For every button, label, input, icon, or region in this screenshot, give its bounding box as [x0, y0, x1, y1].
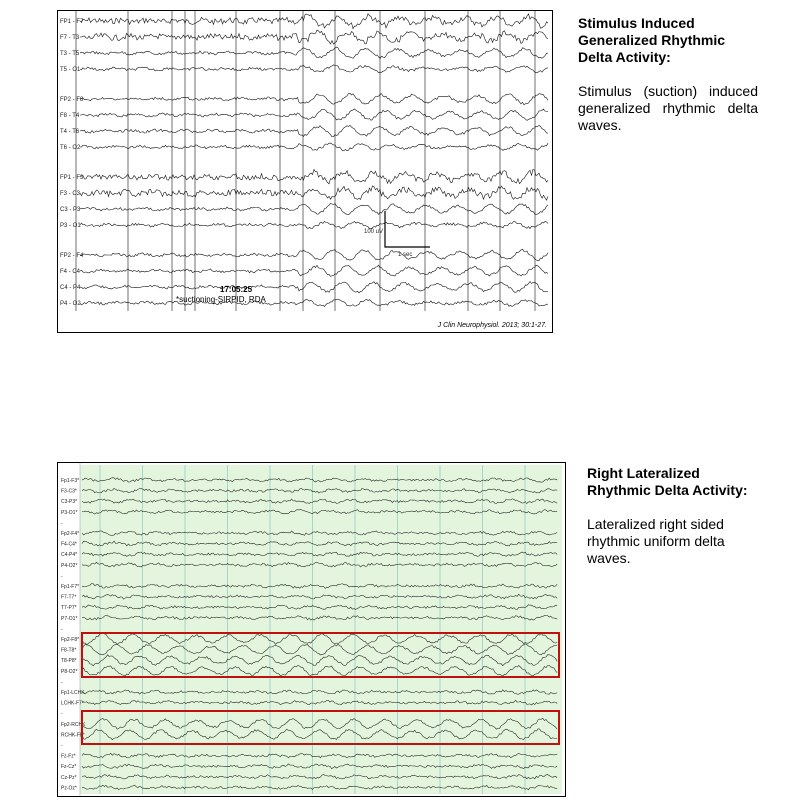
channel-label: Fp1-F3* — [61, 478, 80, 484]
channel-label: LCHK-F7* — [61, 700, 84, 707]
section-description: Stimulus (suction) induced generalized rhythmic delta waves. — [578, 83, 758, 133]
eeg-image-stimulus-induced — [57, 10, 553, 333]
section-title: Right Lateralized Rhythmic Delta Activity: — [587, 465, 748, 498]
channel-separator: - — [61, 573, 63, 580]
channel-label: C3 - P3 — [60, 207, 81, 213]
channel-separator: - — [61, 679, 63, 686]
channel-label: Cz-Pz* — [61, 774, 77, 781]
eeg-trace — [80, 47, 548, 58]
channel-label: P4-O2* — [61, 562, 78, 569]
channel-label: F7 - T3 — [60, 35, 80, 41]
channel-label: FP1 - F3 — [60, 175, 84, 181]
channel-label: F8 - T4 — [60, 113, 80, 119]
channel-label: P3 - O1 — [60, 223, 81, 229]
channel-separator: - — [61, 711, 63, 718]
channel-label: F4 - C4 — [60, 269, 81, 275]
channel-separator: - — [61, 626, 63, 633]
citation-label: J Clin Neurophysiol. 2013; 30:1-27. — [437, 322, 547, 329]
description-stimulus-induced — [578, 15, 758, 134]
section-description: Lateralized right sided rhythmic uniform delta waves. — [587, 516, 725, 566]
description-right-lateralized — [587, 465, 762, 567]
section-title: Stimulus Induced Generalized Rhythmic Delta Activity: — [578, 15, 726, 65]
channel-label: C4-P4* — [61, 552, 78, 559]
event-note-label: *suctioning-SIRPID, RDA — [176, 295, 266, 304]
eeg-trace — [80, 65, 548, 73]
channel-label: Fp2-F8* — [61, 637, 80, 643]
channel-label: F4-C4* — [61, 541, 77, 548]
scale-time-label: 1 sec — [398, 252, 413, 258]
channel-label: Fp2-F4* — [61, 531, 80, 537]
eeg-trace — [80, 143, 548, 151]
channel-label: C4 - P4 — [60, 285, 81, 291]
channel-separator: - — [61, 520, 63, 527]
channel-label: C3-P3* — [61, 499, 78, 506]
channel-label: P8-O2* — [61, 668, 78, 675]
eeg-trace — [80, 169, 548, 184]
channel-label: T8-P8* — [61, 658, 77, 665]
eeg-trace — [80, 203, 548, 214]
eeg-trace — [80, 109, 548, 121]
eeg-image-right-lateralized — [57, 462, 566, 797]
channel-label: Fz-Fz* — [61, 753, 76, 760]
channel-label: Fz-Cz* — [61, 764, 77, 771]
eeg-trace — [80, 265, 548, 276]
channel-label: P4 - O2 — [60, 301, 81, 307]
channel-label: Fp2-RCHK — [61, 721, 86, 728]
eeg-trace — [80, 125, 548, 136]
channel-label: FP1 - F7 — [60, 19, 84, 25]
channel-label: P3-O1* — [61, 509, 78, 516]
channel-separator: - — [61, 743, 63, 749]
channel-label: Pz-Oz* — [61, 785, 77, 792]
channel-label: RCHK-F8* — [61, 732, 85, 739]
channel-label: T5 - O1 — [60, 67, 81, 73]
eeg-trace — [80, 186, 548, 200]
scale-amplitude-label: 100 uV — [364, 229, 384, 235]
eeg-trace — [80, 221, 548, 228]
eeg-trace-plot-1 — [58, 11, 552, 332]
channel-label: P7-O1* — [61, 615, 78, 622]
eeg-trace-plot-2 — [58, 463, 565, 796]
eeg-trace — [80, 93, 548, 104]
channel-label: FP2 - F8 — [60, 97, 84, 103]
eeg-trace — [80, 30, 548, 44]
channel-label: F3 - C3 — [60, 191, 81, 197]
eeg-trace — [80, 282, 548, 293]
channel-label: F3-C3* — [61, 488, 77, 495]
channel-label: T7-P7* — [61, 605, 77, 612]
channel-label: F8-T8* — [61, 647, 77, 654]
eeg-trace — [80, 299, 548, 306]
eeg-trace — [80, 14, 548, 29]
channel-label: FP2 - F4 — [60, 253, 84, 259]
channel-label: Fp1-LCHK — [61, 690, 85, 696]
channel-label: F7-T7* — [61, 594, 77, 601]
channel-label: T6 - O2 — [60, 145, 81, 151]
channel-label: T3 - T5 — [60, 51, 80, 57]
eeg-trace — [80, 249, 548, 261]
calibration-bar — [385, 211, 430, 247]
timestamp-label: 17:05:25 — [220, 285, 253, 294]
channel-label: Fp1-F7* — [61, 584, 80, 590]
channel-label: T4 - T6 — [60, 129, 80, 135]
